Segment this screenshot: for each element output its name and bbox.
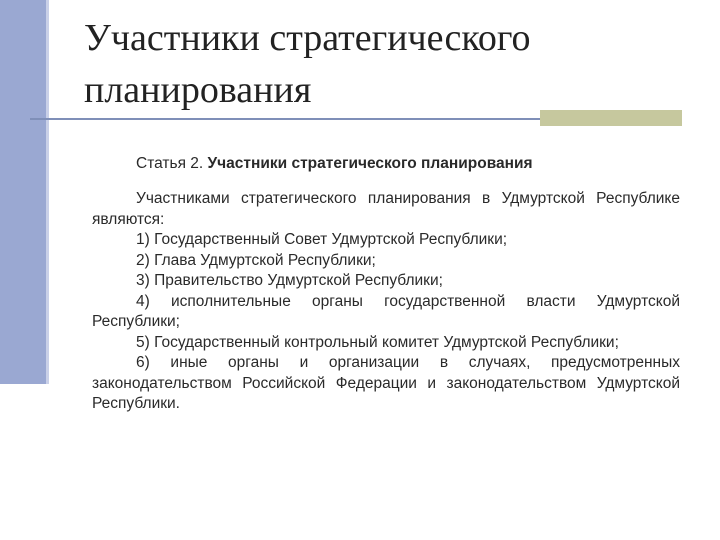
- left-bar-shadow: [46, 0, 49, 384]
- list-item: 6) иные органы и организации в случаях, предусмотренных законодательством Российской Федерации и законодательством Удмуртской Республики.: [92, 354, 680, 412]
- article-heading: [136, 154, 680, 174]
- title-accent-block: [540, 110, 682, 126]
- list-item: 4) исполнительные органы государственной власти Удмуртской Республики;: [92, 292, 680, 330]
- slide-title: Участники стратегического планирования: [84, 17, 531, 111]
- document-excerpt: [92, 154, 680, 415]
- list-item: 3) Правительство Удмуртской Республики;: [136, 272, 443, 289]
- article-intro: Участниками стратегического планирования в Удмуртской Республике являются:: [92, 190, 680, 228]
- list-item: 1) Государственный Совет Удмуртской Республики;: [136, 231, 508, 248]
- article-title: Участники стратегического планирования: [207, 155, 533, 172]
- left-decorative-bar: [0, 0, 46, 384]
- list-item: 5) Государственный контрольный комитет Удмуртской Республики;: [136, 333, 619, 351]
- list-item: 2) Глава Удмуртской Республики;: [136, 251, 376, 269]
- article-number: Статья 2.: [136, 155, 204, 172]
